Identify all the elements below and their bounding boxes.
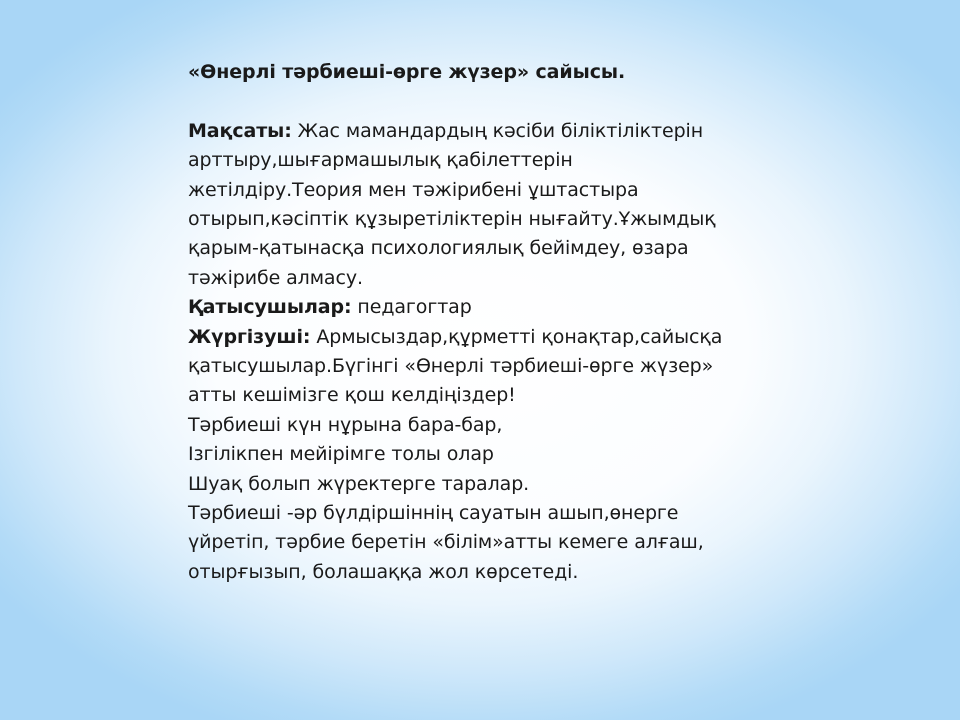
poem-line-3: Шуақ болып жүректерге таралар. (188, 472, 530, 495)
goal-line-5: қарым-қатынасқа психологиялық бейімдеу, өзара (188, 237, 689, 260)
host-line-2: қатысушылар.Бүгінгі «Өнерлі тәрбиеші-өрге жүзер» (188, 355, 714, 378)
goal-line-2: арттыру,шығармашылық қабілеттерін (188, 149, 573, 172)
closing-line-3: отырғызып, болашаққа жол көрсетеді. (188, 560, 579, 583)
participants-value: педагогтар (351, 296, 472, 319)
closing-line-1: Тәрбиеші -әр бүлдіршіннің сауатын ашып,өнерге (188, 502, 679, 525)
goal-label: Мақсаты: (188, 119, 292, 142)
participants-line (188, 293, 808, 322)
host-text-1: Армысыздар,құрметті қонақтар,сайысқа (310, 325, 723, 348)
host-line-3: атты кешімізге қош келдіңіздер! (188, 384, 516, 407)
poem-line-2: Ізгілікпен мейірімге толы олар (188, 443, 494, 466)
goal-text-1: Жас мамандардың кәсіби біліктіліктерін (291, 119, 704, 142)
host-line-1 (188, 323, 808, 352)
slide-title: «Өнерлі тәрбиеші-өрге жүзер» сайысы. (188, 61, 626, 83)
slide-text-body (188, 58, 808, 587)
goal-line-6: тәжірибе алмасу. (188, 266, 363, 289)
participants-label: Қатысушылар: (188, 296, 352, 319)
goal-line-4: отырып,кәсіптік құзыретіліктерін нығайту.Ұжымдық (188, 208, 716, 231)
closing-line-2: үйретіп, тәрбие беретін «білім»атты кемеге алғаш, (188, 531, 704, 554)
blank-line (188, 87, 808, 116)
goal-line-1 (188, 117, 808, 146)
host-label: Жүргізуші: (188, 325, 311, 348)
poem-line-1: Тәрбиеші күн нұрына бара-бар, (188, 413, 503, 436)
goal-line-3: жетілдіру.Теория мен тәжірибені ұштастыра (188, 178, 639, 201)
